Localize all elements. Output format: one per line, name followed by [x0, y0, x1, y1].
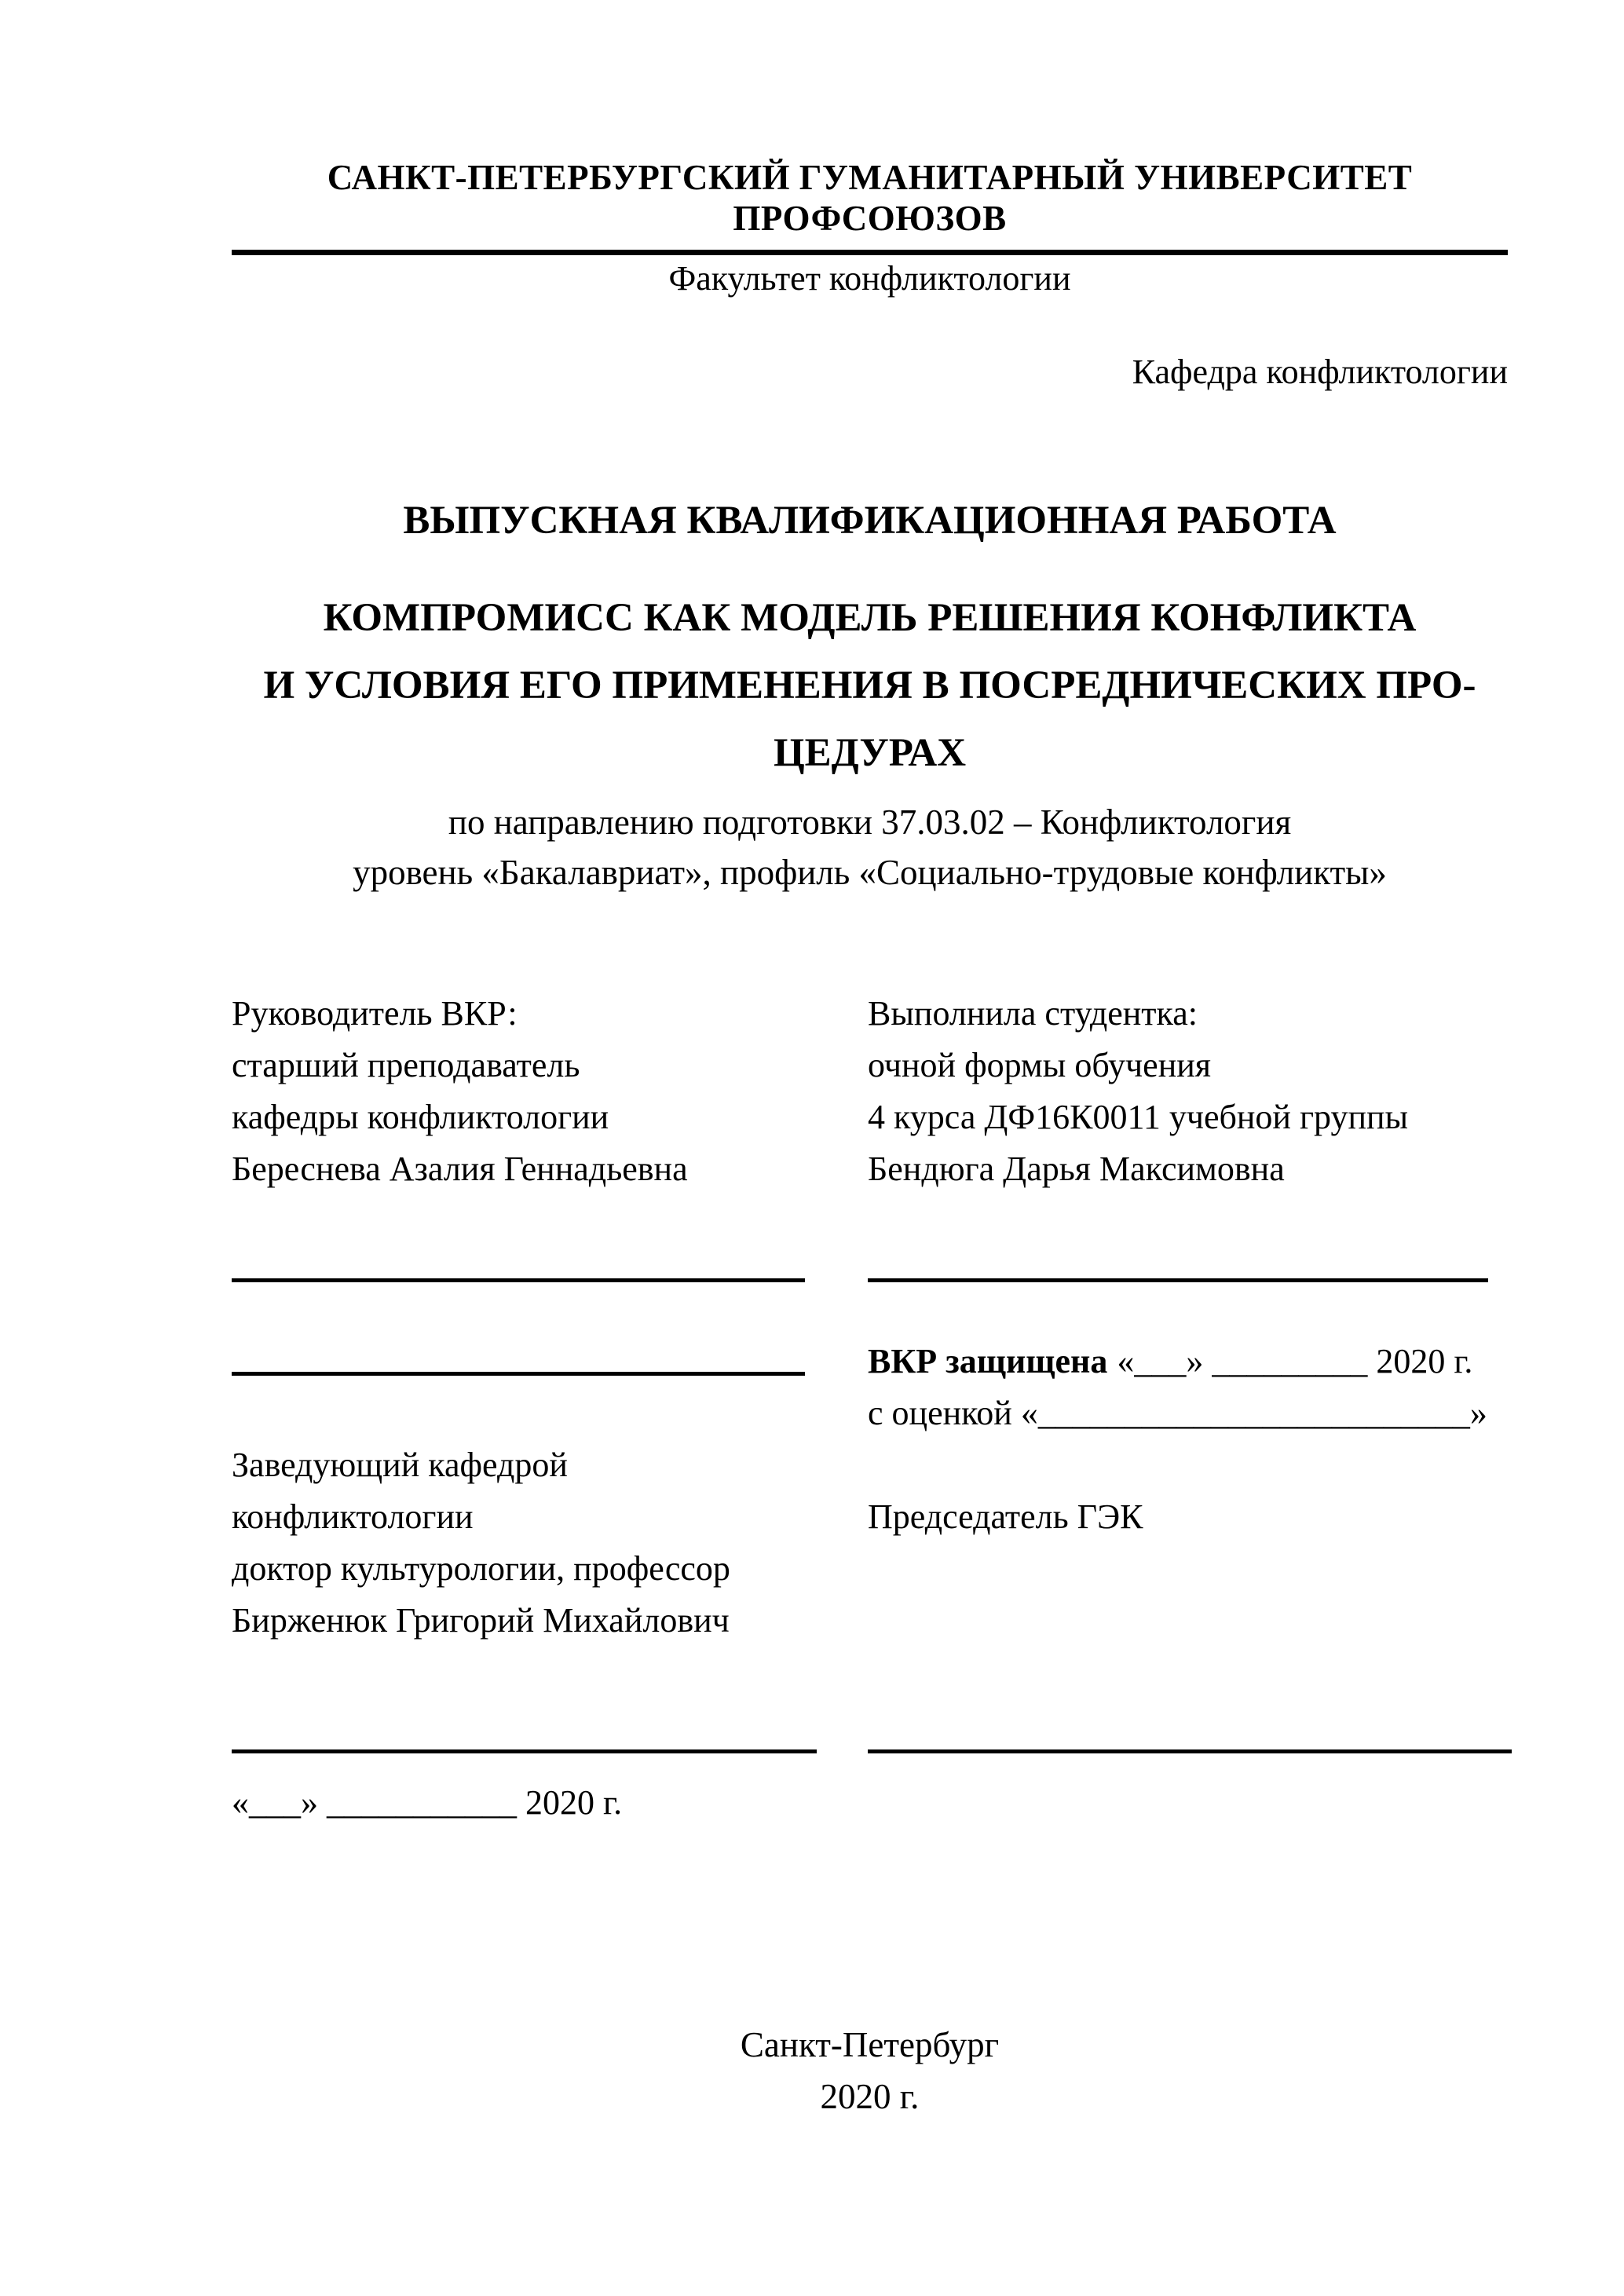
student-label: Выполнила студентка: [868, 994, 1198, 1033]
row-signatures-2 [232, 1718, 1508, 1753]
page-content [232, 157, 1508, 2122]
faculty-line: Факультет конфликтологии [668, 259, 1071, 298]
student-signature-line [868, 1250, 1488, 1282]
chairman-signature-line [868, 1718, 1512, 1753]
thesis-title-line: КОМПРОМИСС КАК МОДЕЛЬ РЕШЕНИЯ КОНФЛИКТА [323, 596, 1417, 640]
supervisor-department: кафедры конфликтологии [232, 1098, 609, 1136]
row-position [232, 1040, 1508, 1091]
defense-grade-line: с оценкой «_________________________» [868, 1394, 1487, 1432]
student-group: 4 курса ДФ16К0011 учебной группы [868, 1098, 1409, 1136]
supervisor-signature-line-2 [232, 1336, 805, 1376]
head-date-line: «___» ___________ 2020 г. [232, 1783, 623, 1822]
row-head-1 [232, 1439, 1508, 1491]
row-signatures-1 [232, 1250, 1508, 1282]
row-head-3 [232, 1543, 1508, 1595]
signature-section [232, 988, 1508, 1829]
defense-defended-label: ВКР защищена [868, 1342, 1108, 1380]
program-info [232, 797, 1508, 898]
row-head-name [232, 1595, 1508, 1647]
head-signature-line [232, 1718, 817, 1753]
head-name: Бирженюк Григорий Михайлович [232, 1601, 730, 1640]
supervisor-position: старший преподаватель [232, 1046, 580, 1084]
footer-city: Санкт-Петербург [740, 2025, 1000, 2064]
row-names [232, 1143, 1508, 1195]
row-head-date [232, 1777, 1508, 1829]
supervisor-name: Береснева Азалия Геннадьевна [232, 1150, 688, 1188]
head-title-line3: доктор культурологии, профессор [232, 1549, 730, 1588]
program-level: уровень «Бакалавриат», профиль «Социально-трудовые конфликты» [353, 853, 1387, 892]
student-name: Бендюга Дарья Максимовна [868, 1150, 1285, 1188]
head-title-line1: Заведующий кафедрой [232, 1446, 568, 1484]
thesis-title-line: ЦЕДУРАХ [773, 731, 967, 775]
university-name: САНКТ-ПЕТЕРБУРГСКИЙ ГУМАНИТАРНЫЙ УНИВЕРСИТЕТ ПРОФСОЮЗОВ [232, 157, 1508, 255]
row-department [232, 1091, 1508, 1143]
program-direction: по направлению подготовки 37.03.02 – Конфликтология [448, 803, 1292, 842]
row-grade [232, 1387, 1508, 1439]
defense-date-line [868, 1336, 1508, 1387]
department-line: Кафедра конфликтологии [1132, 353, 1508, 391]
supervisor-signature-line [232, 1250, 805, 1282]
row-labels [232, 988, 1508, 1040]
chairman-label: Председатель ГЭК [868, 1497, 1143, 1536]
head-title-line2: конфликтологии [232, 1497, 474, 1536]
supervisor-label: Руководитель ВКР: [232, 994, 518, 1033]
thesis-title-line: И УСЛОВИЯ ЕГО ПРИМЕНЕНИЯ В ПОСРЕДНИЧЕСКИХ ПРО- [263, 664, 1476, 707]
thesis-title [232, 584, 1508, 787]
work-type-heading: ВЫПУСКНАЯ КВАЛИФИКАЦИОННАЯ РАБОТА [403, 499, 1337, 543]
student-form: очной формы обучения [868, 1046, 1212, 1084]
footer-year: 2020 г. [820, 2077, 920, 2116]
row-defense [232, 1336, 1508, 1387]
footer [232, 2019, 1508, 2122]
row-head-2 [232, 1491, 1508, 1543]
defense-defended-blank: «___» _________ 2020 г. [1117, 1342, 1473, 1380]
